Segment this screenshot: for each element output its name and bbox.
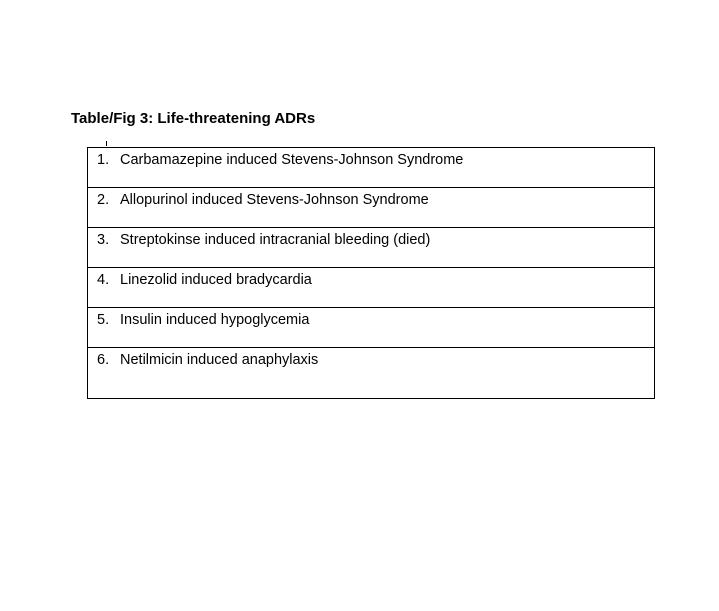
table-cell — [88, 148, 655, 188]
table-cell — [88, 348, 655, 399]
table-cell — [88, 188, 655, 228]
table-title: Table/Fig 3: Life-threatening ADRs — [71, 110, 316, 127]
table-row — [88, 188, 655, 228]
table-row — [88, 268, 655, 308]
row-text: Carbamazepine induced Stevens-Johnson Syndrome — [120, 152, 464, 168]
decorative-tick — [106, 141, 107, 146]
row-text: Netilmicin induced anaphylaxis — [120, 352, 319, 368]
row-number: 5. — [97, 312, 110, 328]
table-row — [88, 228, 655, 268]
row-text: Allopurinol induced Stevens-Johnson Syndrome — [120, 192, 429, 208]
row-number: 2. — [97, 192, 110, 208]
table-row — [88, 148, 655, 188]
row-number: 4. — [97, 272, 110, 288]
table-cell — [88, 308, 655, 348]
row-text: Insulin induced hypoglycemia — [120, 312, 310, 328]
row-number: 3. — [97, 232, 110, 248]
row-number: 1. — [97, 152, 110, 168]
adr-table — [87, 147, 655, 399]
table-row — [88, 308, 655, 348]
table-cell — [88, 228, 655, 268]
row-text: Streptokinse induced intracranial bleeding (died) — [120, 232, 431, 248]
row-text: Linezolid induced bradycardia — [120, 272, 312, 288]
row-number: 6. — [97, 352, 110, 368]
table-cell — [88, 268, 655, 308]
table-row — [88, 348, 655, 399]
